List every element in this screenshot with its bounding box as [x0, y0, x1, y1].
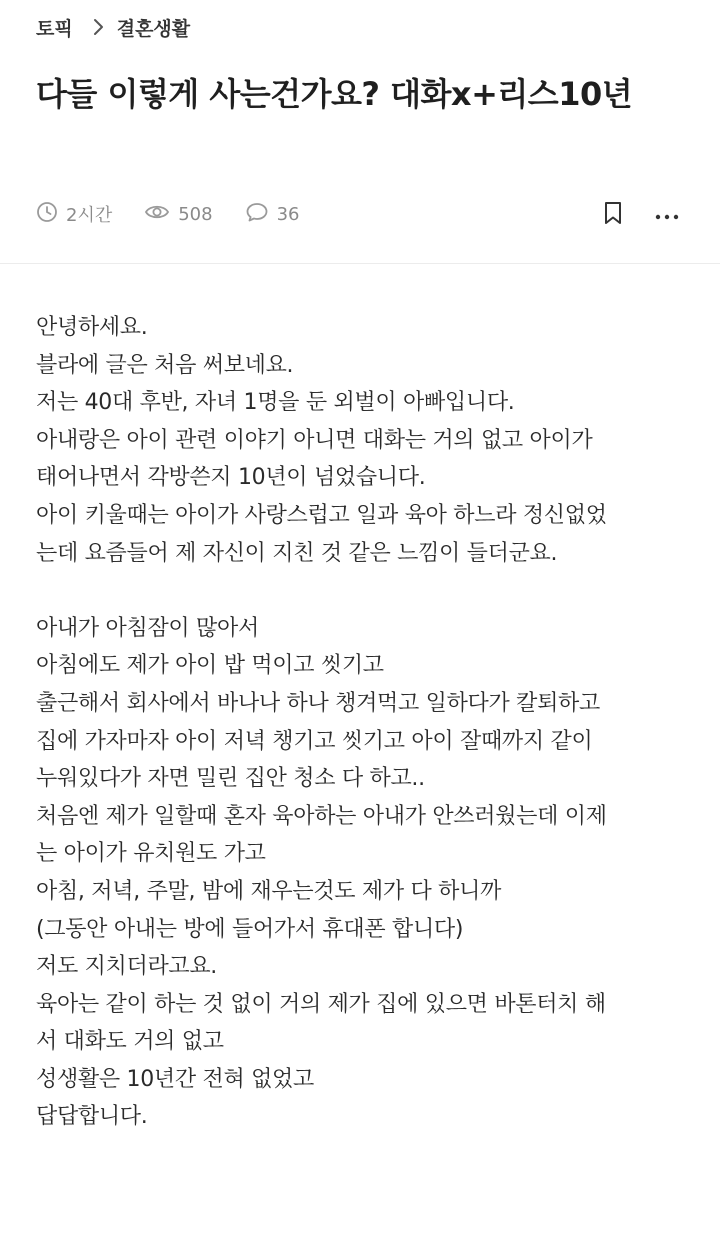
post-comments-value: 36 [276, 203, 300, 225]
breadcrumb [36, 10, 190, 44]
body-line: 저도 지치더라고요. [36, 954, 218, 980]
body-line: 처음엔 제가 일할때 혼자 육아하는 아내가 안쓰러웠는데 이제 [36, 803, 607, 829]
post-body [36, 309, 706, 1136]
body-line: 아이 키울때는 아이가 사랑스럽고 일과 육아 하느라 정신없었 [36, 502, 607, 528]
body-line: (그동안 아내는 방에 들어가서 휴대폰 합니다) [36, 916, 464, 942]
clock-icon [36, 201, 66, 228]
body-line: 안녕하세요. [36, 315, 148, 340]
post-actions [596, 198, 684, 232]
post-comments[interactable] [245, 201, 300, 228]
body-line: 는데 요즘들어 제 자신이 지친 것 같은 느낌이 들더군요. [36, 540, 558, 566]
body-line: 저는 40대 후반, 자녀 1명을 둔 외벌이 아빠입니다. [36, 390, 515, 416]
bookmark-button[interactable] [596, 198, 630, 232]
paragraph-break [36, 572, 706, 610]
post-views [144, 201, 212, 228]
post-views-value: 508 [178, 203, 213, 225]
post-time [36, 201, 112, 228]
body-line: 누워있다가 자면 밀린 집안 청소 다 하고.. [36, 766, 425, 792]
more-dots-icon [655, 206, 679, 225]
body-line: 아침, 저녁, 주말, 밤에 재우는것도 제가 다 하니까 [36, 878, 502, 904]
body-line: 는 아이가 유치원도 가고 [36, 841, 266, 867]
post-time-value: 2시간 [66, 205, 113, 226]
body-line: 아침에도 제가 아이 밥 먹이고 씻기고 [36, 653, 384, 679]
header-divider [0, 263, 720, 264]
bookmark-icon [602, 201, 624, 229]
body-line: 서 대화도 거의 없고 [36, 1029, 224, 1055]
body-line: 블라에 글은 처음 써보네요. [36, 352, 294, 378]
body-line: 아내가 아침잠이 많아서 [36, 615, 259, 641]
body-line: 출근해서 회사에서 바나나 하나 챙겨먹고 일하다가 칼퇴하고 [36, 690, 600, 716]
post-meta [36, 198, 332, 230]
more-options-button[interactable] [650, 198, 684, 232]
chevron-right-icon [91, 18, 105, 36]
post-title: 다들 이렇게 사는건가요? 대화x+리스10년 [36, 75, 633, 113]
breadcrumb-category-link[interactable]: 결혼생활 [116, 17, 191, 40]
eye-icon [144, 201, 178, 228]
body-line: 육아는 같이 하는 것 없이 거의 제가 집에 있으면 바톤터치 해 [36, 991, 606, 1017]
breadcrumb-topic-link[interactable]: 토픽 [36, 17, 73, 40]
body-line: 아내랑은 아이 관련 이야기 아니면 대화는 거의 없고 아이가 [36, 427, 593, 453]
body-line: 집에 가자마자 아이 저녁 챙기고 씻기고 아이 잘때까지 같이 [36, 728, 593, 754]
comment-bubble-icon [245, 201, 277, 228]
body-line: 태어나면서 각방쓴지 10년이 넘었습니다. [36, 465, 426, 491]
body-line: 답답합니다. [36, 1104, 148, 1130]
body-line: 성생활은 10년간 전혀 없었고 [36, 1066, 314, 1092]
